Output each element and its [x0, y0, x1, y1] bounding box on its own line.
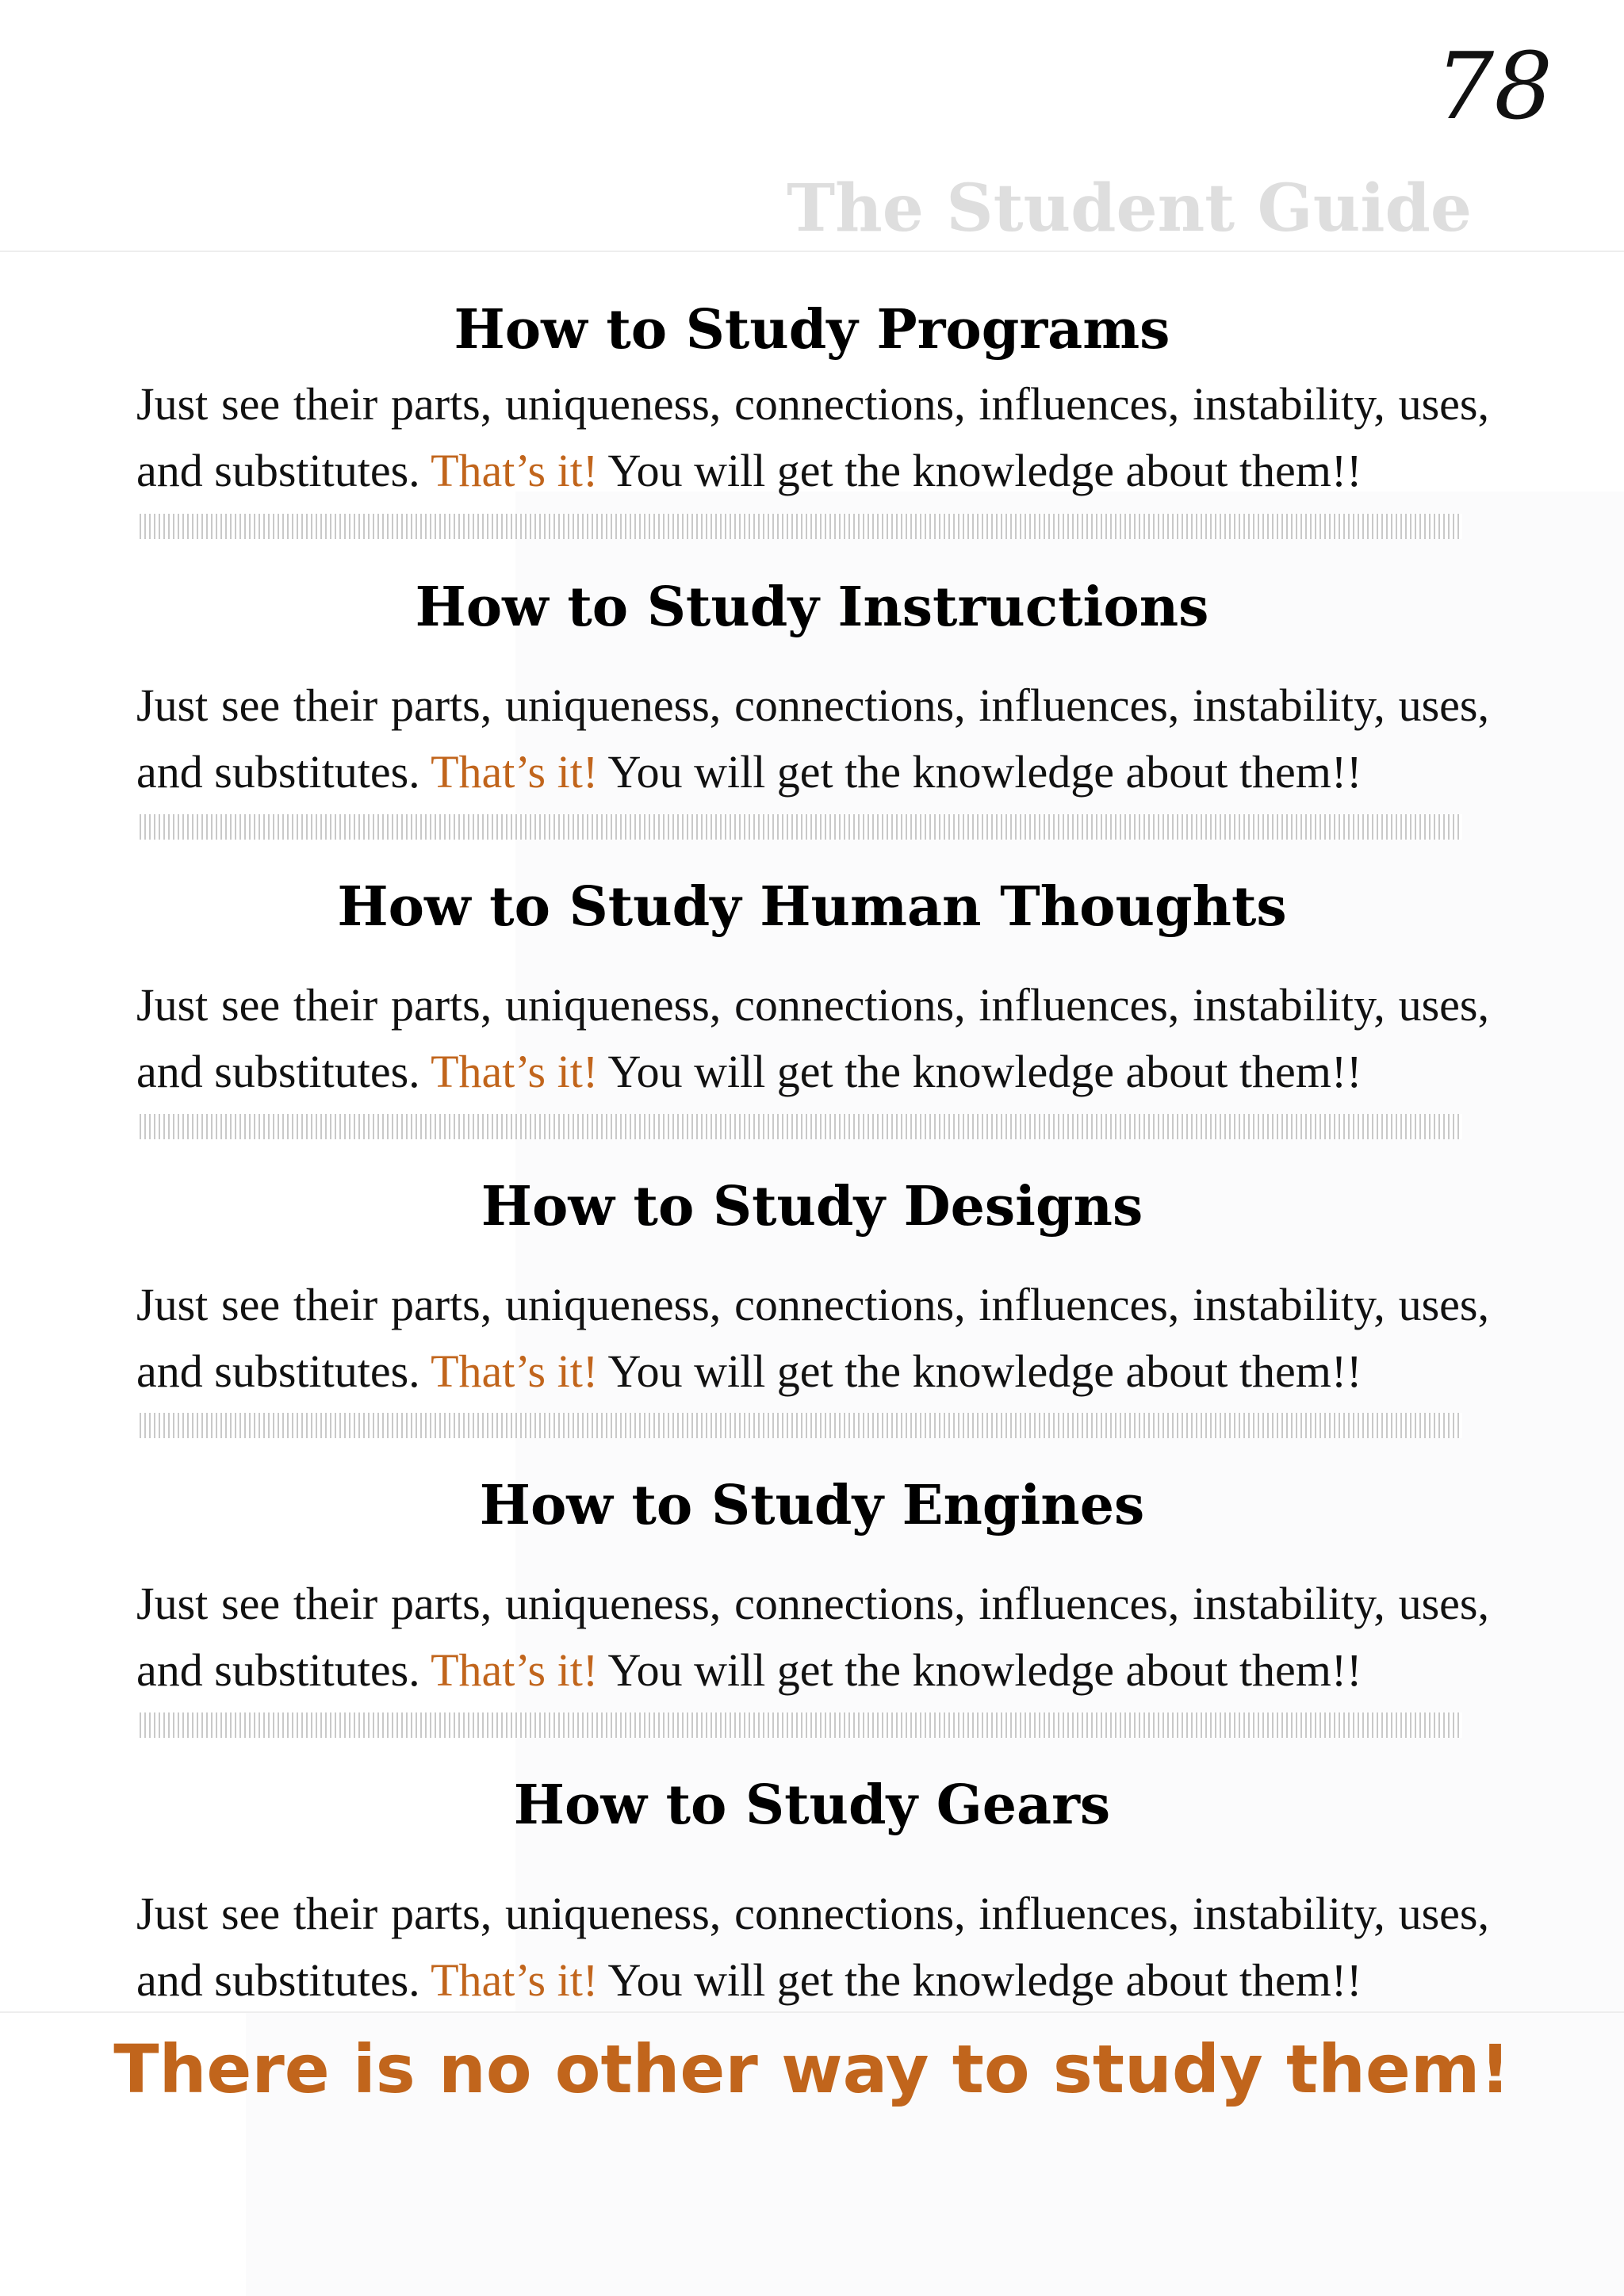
section-title-human-thoughts: How to Study Human Thoughts [337, 875, 1287, 939]
closing-statement: There is no other way to study them! [113, 2030, 1511, 2108]
body-line [136, 1039, 1489, 1105]
highlight-text: That’s it! [431, 1046, 599, 1097]
body-text: You will get the knowledge about them!! [607, 1644, 1362, 1696]
running-title: The Student Guide [787, 170, 1472, 247]
page-number: 78 [1435, 33, 1553, 140]
highlight-text: That’s it! [431, 746, 599, 798]
body-text: You will get the knowledge about them!! [607, 1046, 1362, 1097]
body-line: Just see their parts, uniqueness, connections, influences, instability, uses, [136, 378, 1489, 430]
body-line: Just see their parts, uniqueness, connections, influences, instability, uses, [136, 1279, 1489, 1330]
section-body-programs [136, 371, 1489, 504]
body-line: Just see their parts, uniqueness, connections, influences, instability, uses, [136, 679, 1489, 731]
highlight-text: That’s it! [431, 1644, 599, 1696]
section-divider [140, 814, 1462, 840]
body-text: and substitutes. [136, 1046, 420, 1097]
body-line [136, 1338, 1489, 1405]
body-line [136, 739, 1489, 806]
section-divider [140, 1114, 1462, 1139]
body-line: Just see their parts, uniqueness, connections, influences, instability, uses, [136, 1578, 1489, 1629]
section-body-human-thoughts [136, 972, 1489, 1105]
section-title-engines: How to Study Engines [479, 1474, 1145, 1537]
section-body-designs [136, 1272, 1489, 1405]
highlight-text: That’s it! [431, 1954, 599, 2006]
section-body-gears [136, 1881, 1489, 2014]
body-text: and substitutes. [136, 1644, 420, 1696]
body-line [136, 1637, 1489, 1704]
section-title-programs: How to Study Programs [454, 298, 1170, 362]
body-line [136, 438, 1489, 504]
section-divider [140, 1413, 1462, 1438]
body-text: and substitutes. [136, 1954, 420, 2006]
body-text: and substitutes. [136, 1345, 420, 1397]
body-line: Just see their parts, uniqueness, connections, influences, instability, uses, [136, 1888, 1489, 1939]
section-divider [140, 1712, 1462, 1738]
body-line: Just see their parts, uniqueness, connections, influences, instability, uses, [136, 979, 1489, 1031]
body-line [136, 1947, 1489, 2014]
body-text: You will get the knowledge about them!! [607, 445, 1362, 496]
body-text: You will get the knowledge about them!! [607, 746, 1362, 798]
section-divider [140, 514, 1462, 539]
section-title-instructions: How to Study Instructions [415, 576, 1209, 639]
highlight-text: That’s it! [431, 445, 599, 496]
section-title-gears: How to Study Gears [513, 1774, 1111, 1837]
body-text: and substitutes. [136, 746, 420, 798]
body-text: and substitutes. [136, 445, 420, 496]
highlight-text: That’s it! [431, 1345, 599, 1397]
body-text: You will get the knowledge about them!! [607, 1954, 1362, 2006]
section-body-engines [136, 1571, 1489, 1704]
header-rule [0, 251, 1624, 252]
section-title-designs: How to Study Designs [481, 1175, 1143, 1238]
footer-rule [0, 2011, 1624, 2013]
body-text: You will get the knowledge about them!! [607, 1345, 1362, 1397]
section-body-instructions [136, 672, 1489, 806]
